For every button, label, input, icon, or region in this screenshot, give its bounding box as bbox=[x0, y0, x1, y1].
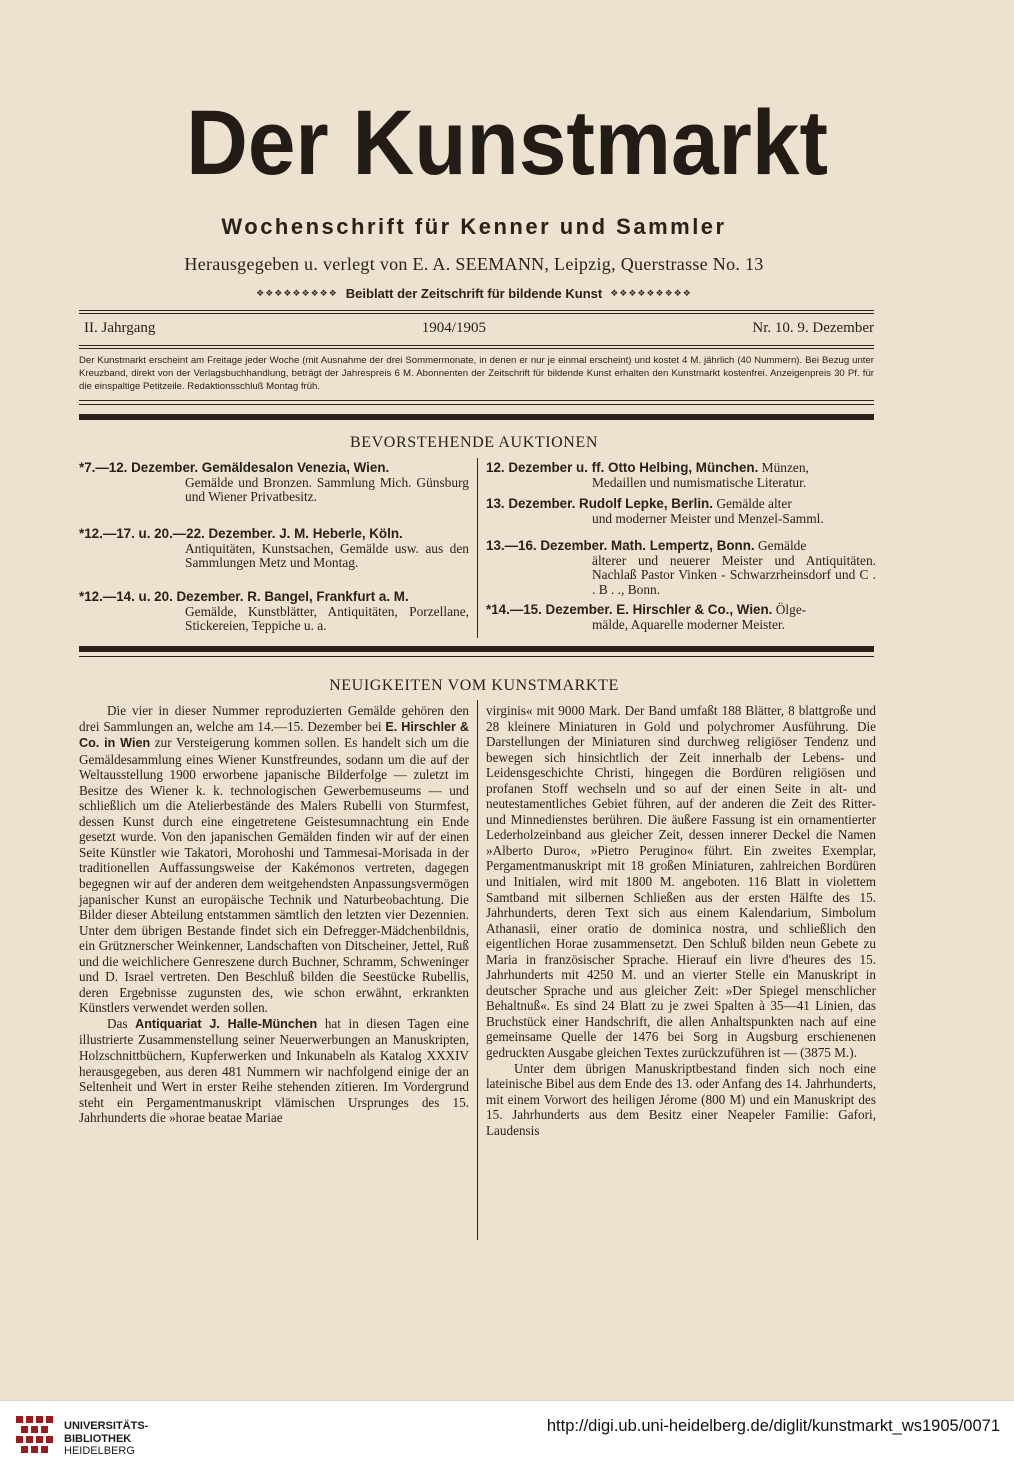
news-text: hat in diesen Tagen eine illustrierte Zusammenstellung seiner Neuerwerbungen an Manuskripten, Holzschnittbüchern, Kupferwerken und Inkunabeln als Katalog XXXIV herausgegeben, aus deren 481 Nummern wir nachfolgend einige der an Seltenheit und Wert in erster Reihe stehenden zitieren. Im Vordergrund steht ein Pergamentmanuskript vlämischen Ursprunges des 15. Jahrhunderts die »horae beatae Mariae bbox=[79, 1015, 469, 1126]
source-url-link[interactable]: http://digi.ub.uni-heidelberg.de/diglit/kunstmarkt_ws1905/0071 bbox=[546, 1417, 1000, 1435]
beiblatt-text: Beiblatt der Zeitschrift für bildende Kunst bbox=[345, 285, 603, 301]
rule-thick-2 bbox=[79, 646, 874, 652]
auction-lead-rest: Münzen, bbox=[758, 460, 809, 475]
publisher-line: Herausgegeben u. verlegt von E. A. SEEMANN, Leipzig, Querstrasse No. 13 bbox=[184, 254, 764, 274]
news-heading: NEUIGKEITEN VOM KUNSTMARKTE bbox=[329, 677, 619, 694]
library-name-line: HEIDELBERG bbox=[64, 1445, 135, 1457]
auction-body: Gemälde und Bronzen. Sammlung Mich. Günsburg und Wiener Privatbesitz. bbox=[185, 474, 469, 504]
auctions-heading: BEVORSTEHENDE AUKTIONEN bbox=[349, 434, 598, 451]
issue-jahrgang: II. Jahrgang bbox=[84, 320, 156, 336]
beiblatt-line bbox=[174, 283, 774, 303]
library-name-line: BIBLIOTHEK bbox=[64, 1432, 132, 1445]
news-paragraph bbox=[79, 1016, 469, 1126]
rule-thick-1 bbox=[79, 414, 874, 420]
news-text: zur Versteigerung kommen sollen. Es handelt sich um die Gemäldesammlung eines Wiener Kunstfreundes, sodann um die auf der Weltausstellung 1900 erworbene japanische Bilderfolge — zuletzt im Besitze des Wiener k. k. technologischen Gewerbemuseums — und schließlich um die Atelierbestände des Malers Rubelli von Sturmfest, dessen Kunst durch eine eingetretene Geistesumnachtung ein Ende gesetzt wurde. Von den japanischen Gemälden finden wir auf der einen Seite Künstler wie Takatori, Morohoshi und Tammesai-Morisada in der traditionellen Auffassungsweise der Kakémonos vertreten, dagegen begegnen wir auf der anderen dem weitgehendsten Anpassungsvermögen japanischer Kunst an europäische Technik und Naturbeobachtung. Die Bilder dieser Abteilung entstammen sämtlich den letzten vier Dezennien. Unter dem übrigen Bestande findet sich ein Defregger-Mädchenbildnis, ein Grütznerscher Weinkenner, Landschaften von Ditscheiner, Jettel, Ruß und die weichlichere Genreszene durch Buchner, Schramm, Schweninger und D. Israel vertreten. Den Beschluß bilden die Seestücke Rubellis, deren Ergebnisse zugunsten des, wie schon erwähnt, erkrankten Künstlers verwendet werden sollen. bbox=[79, 735, 469, 1016]
rule-mid-thin bbox=[79, 345, 874, 346]
rule-notice-bottom-2 bbox=[79, 404, 874, 405]
library-name-line: UNIVERSITÄTS- bbox=[64, 1420, 149, 1432]
issue-number-date: Nr. 10. 9. Dezember bbox=[752, 320, 874, 336]
auctions-column-divider bbox=[477, 458, 478, 638]
auction-entry bbox=[486, 539, 876, 597]
auction-body: und moderner Meister und Menzel-Samml. bbox=[592, 510, 824, 526]
auction-entry bbox=[79, 590, 469, 634]
news-right-column bbox=[486, 703, 876, 1138]
auction-lead-rest: Gemälde bbox=[754, 538, 807, 553]
news-bold-text: Antiquariat J. Halle-München bbox=[135, 1016, 318, 1031]
auction-lead-rest: Ölge- bbox=[772, 602, 807, 617]
auction-body: Medaillen und numismatische Literatur. bbox=[592, 474, 807, 490]
auction-entry bbox=[79, 527, 469, 571]
news-paragraph bbox=[79, 703, 469, 1016]
auction-body: Antiquitäten, Kunstsachen, Gemälde usw. aus den Sammlungen Metz und Montag. bbox=[185, 540, 469, 570]
auction-entry bbox=[486, 603, 876, 632]
auction-lead: 13.—16. Dezember. Math. Lempertz, Bonn. bbox=[486, 538, 755, 553]
auction-lead: *14.—15. Dezember. E. Hirschler & Co., Wien. bbox=[486, 602, 773, 617]
auction-body: Gemälde, Kunstblätter, Antiquitäten, Porzellane, Stickereien, Teppiche u. a. bbox=[185, 603, 469, 633]
news-bold-text: E. Hirschler & Co. in Wien bbox=[79, 719, 469, 751]
auction-lead: *12.—14. u. 20. Dezember. R. Bangel, Frankfurt a. M. bbox=[79, 589, 409, 604]
library-logo-icon bbox=[14, 1414, 56, 1456]
ornament-left-icon: ❖❖❖❖❖❖❖❖❖ bbox=[256, 287, 338, 298]
masthead-subtitle: Wochenschrift für Kenner und Sammler bbox=[221, 214, 727, 239]
auction-entry bbox=[486, 461, 876, 490]
masthead-title: Der Kunstmarkt bbox=[186, 92, 828, 194]
news-text: Das bbox=[107, 1015, 136, 1031]
library-footer bbox=[0, 1400, 1014, 1481]
auction-lead: *7.—12. Dezember. Gemäldesalon Venezia, Wien. bbox=[79, 460, 390, 475]
auction-entry bbox=[486, 497, 876, 526]
auction-entry bbox=[79, 461, 469, 505]
issue-line bbox=[84, 320, 874, 337]
library-name bbox=[64, 1420, 148, 1458]
news-paragraph: virginis« mit 9000 Mark. Der Band umfaßt 188 Blätter, 8 blattgroße und 28 kleinere Miniaturen in Gold und polychromer Ausführung. Die Darstellungen der Miniaturen sind durchweg religiöser Tendenz und bewegen sich hinsichtlich der Zeit innerhalb der Lebens- und Leidensgeschichte Christi, hingegen die Bordüren religiösen und profanen Stoff wechseln und so auf der einen Seite in alt- und neutestamentliches Gebiet führen, auf der anderen die Zeit des Ritter- und Minnedienstes berühren. Die äußere Fassung ist ein ornamentierter Lederholzeinband aus gleicher Zeit, dessen innerer Deckel die Namen »Alberto Duro«, »Pietro Perugino« führt. Ein zweites Exemplar, Pergamentmanuskript mit 18 großen Miniaturen, zahlreichen Bordüren und Initialen, wird mit 1800 M. angeboten. 116 Blatt in violettem Samtband mit silbernen Schließen aus der ersten Hälfte des 15. Jahrhunderts, deren Text sich aus einem Kalendarium, Simbolum Athanasii, einer oratio de dominica nostra, und schließlich den eigentlichen Horae zusammensetzt. Den Schluß bilden neun Gebete zu Maria in französischer Sprache. Hierauf ein livre d'heures des 15. Jahrhunderts mit 4250 M. und an vierter Stelle ein Manuskript in deutscher Sprache und aus gleicher Zeit: »Der Spiegel menschlicher Behaltnuß«. Es sind 24 Blatt zu je zwei Spalten à 35—41 Linien, das Bruchstück einer Handschrift, die allen Anhaltspunkten nach auf eine gemeinsame Quelle der 1476 bei Sorg in Augsburg erschienenen gedruckten Ausgabe gleichen Textes zurückzuführen ist — (3875 M.). bbox=[486, 703, 876, 1061]
auction-lead: 12. Dezember u. ff. Otto Helbing, München. bbox=[486, 460, 759, 475]
news-column-divider bbox=[477, 700, 478, 1240]
ornament-right-icon: ❖❖❖❖❖❖❖❖❖ bbox=[610, 287, 692, 298]
rule-thin-2 bbox=[79, 656, 874, 657]
rule-mid-thin-2 bbox=[79, 348, 874, 349]
auction-lead-rest: Gemälde alter bbox=[712, 496, 792, 511]
auction-lead: *12.—17. u. 20.—22. Dezember. J. M. Heberle, Köln. bbox=[79, 526, 403, 541]
news-text: Die vier in dieser Nummer reproduzierten Gemälde gehören den drei Sammlungen an, welche am 14.—15. Dezember bei bbox=[79, 703, 469, 734]
auction-lead: 13. Dezember. Rudolf Lepke, Berlin. bbox=[486, 496, 713, 511]
rule-top-thin bbox=[79, 310, 874, 311]
news-left-column bbox=[79, 703, 469, 1126]
auction-body: älterer und neuerer Meister und Antiquitäten. Nachlaß Pastor Vinken - Schwarzrheinsdorf und C . . B . ., Bonn. bbox=[592, 552, 876, 597]
rule-top-thin-2 bbox=[79, 313, 874, 314]
subscription-notice: Der Kunstmarkt erscheint am Freitage jeder Woche (mit Ausnahme der drei Sommermonate, in denen er nur je einmal erscheint) und kostet 4 M. jährlich (40 Nummern). Bei Bezug unter Kreuzband, direkt von der Verlagsbuchhandlung, beträgt der Jahrespreis 6 M. Abonnenten der Zeitschrift für bildende Kunst erhalten den Kunstmarkt kostenfrei. Anzeigenpreis 30 Pf. für die einspaltige Petitzeile. Redaktionsschluß Montag früh. bbox=[79, 355, 874, 392]
news-paragraph: Unter dem übrigen Manuskriptbestand finden sich noch eine lateinische Bibel aus dem Ende des 13. oder Anfang des 14. Jahrhunderts, mit einem Vorwort des heiligen Jérome (800 M) und ein Manuskript des 15. Jahrhunderts aus dem Besitz einer Neapeler Familie: Gafori, Laudensis bbox=[486, 1060, 876, 1138]
rule-notice-bottom bbox=[79, 400, 874, 401]
issue-years: 1904/1905 bbox=[421, 320, 486, 336]
auction-body: mälde, Aquarelle moderner Meister. bbox=[592, 616, 785, 632]
